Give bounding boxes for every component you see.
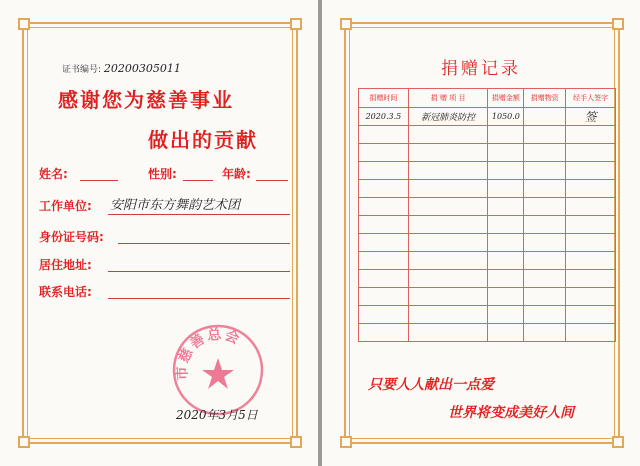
table-row-empty [359, 126, 616, 144]
star-icon [202, 358, 234, 389]
table-cell-empty [524, 216, 566, 234]
table-cell-empty [566, 198, 616, 216]
table-cell-empty [566, 162, 616, 180]
donation-amount: 1050.0 [488, 108, 524, 126]
table-cell-empty [524, 270, 566, 288]
gender-label: 性别: [148, 167, 177, 181]
table-cell-empty [359, 270, 409, 288]
table-cell-empty [566, 288, 616, 306]
table-cell-empty [524, 234, 566, 252]
gender-line [183, 180, 213, 181]
slogan-line2: 世界将变成美好人间 [448, 405, 574, 421]
slogan-line1: 只要人人献出一点爱 [368, 377, 494, 393]
donation-goods [524, 108, 566, 126]
table-cell-empty [359, 126, 409, 144]
table-cell-empty [488, 252, 524, 270]
table-row-empty [359, 180, 616, 198]
record-title: 捐赠记录 [441, 59, 521, 79]
corner-ornament [18, 436, 30, 448]
address-label: 居住地址: [39, 258, 92, 272]
table-cell-empty [566, 252, 616, 270]
table-row-empty [359, 234, 616, 252]
table-cell-empty [488, 270, 524, 288]
table-cell-empty [359, 324, 409, 342]
table-cell-empty [408, 216, 488, 234]
table-cell-empty [408, 252, 488, 270]
table-cell-empty [566, 306, 616, 324]
donation-project: 新冠肺炎防控 [408, 108, 488, 126]
column-header: 捐赠时间 [359, 89, 409, 108]
column-header: 经手人签字 [566, 89, 616, 108]
table-cell-empty [359, 144, 409, 162]
table-row-empty [359, 198, 616, 216]
table-cell-empty [408, 234, 488, 252]
certificate-number-value: 20200305011 [103, 62, 181, 75]
table-cell-empty [359, 198, 409, 216]
table-cell-empty [359, 234, 409, 252]
certificate-number [62, 62, 181, 75]
corner-ornament [612, 436, 624, 448]
donation-record-page [322, 0, 640, 466]
table-cell-empty [488, 144, 524, 162]
corner-ornament [290, 436, 302, 448]
table-cell-empty [524, 126, 566, 144]
table-row-empty [359, 270, 616, 288]
donation-table [358, 88, 616, 342]
table-cell-empty [408, 324, 488, 342]
table-cell-empty [408, 162, 488, 180]
table-cell-empty [566, 234, 616, 252]
table-cell-empty [408, 180, 488, 198]
table-cell-empty [488, 126, 524, 144]
seal-text: 市慈善总会 [174, 326, 244, 381]
table-cell-empty [359, 252, 409, 270]
organization-seal [168, 320, 268, 420]
address-line [108, 271, 290, 272]
id-label: 身份证号码: [39, 230, 104, 244]
phone-label: 联系电话: [39, 285, 92, 299]
phone-line [108, 298, 290, 299]
name-line [80, 180, 118, 181]
table-cell-empty [524, 306, 566, 324]
corner-ornament [18, 18, 30, 30]
table-cell-empty [566, 180, 616, 198]
table-header-row [359, 89, 616, 108]
table-row-empty [359, 288, 616, 306]
table-cell-empty [524, 252, 566, 270]
table-row [359, 108, 616, 126]
issue-date: 2020年3月5日 [176, 408, 258, 422]
table-cell-empty [488, 324, 524, 342]
table-row-empty [359, 306, 616, 324]
table-cell-empty [359, 216, 409, 234]
table-cell-empty [488, 288, 524, 306]
corner-ornament [340, 436, 352, 448]
table-cell-empty [408, 270, 488, 288]
table-cell-empty [408, 126, 488, 144]
name-label: 姓名: [39, 167, 68, 181]
table-cell-empty [359, 162, 409, 180]
column-header: 捐 赠 项 目 [408, 89, 488, 108]
table-row-empty [359, 324, 616, 342]
age-line [256, 180, 288, 181]
workplace-value: 安阳市东方舞韵艺术团 [110, 198, 241, 213]
table-cell-empty [488, 234, 524, 252]
age-label: 年龄: [222, 167, 251, 181]
table-cell-empty [524, 324, 566, 342]
table-cell-empty [566, 126, 616, 144]
table-row-empty [359, 144, 616, 162]
corner-ornament [612, 18, 624, 30]
table-cell-empty [488, 162, 524, 180]
id-line [118, 243, 290, 244]
table-cell-empty [524, 162, 566, 180]
table-cell-empty [566, 270, 616, 288]
column-header: 捐赠物资 [524, 89, 566, 108]
table-cell-empty [359, 288, 409, 306]
certificate-page [0, 0, 318, 466]
table-cell-empty [359, 306, 409, 324]
corner-ornament [340, 18, 352, 30]
table-cell-empty [488, 306, 524, 324]
table-cell-empty [359, 180, 409, 198]
table-cell-empty [488, 198, 524, 216]
table-cell-empty [408, 306, 488, 324]
table-cell-empty [488, 216, 524, 234]
handler-signature: 签 [566, 108, 616, 126]
table-cell-empty [488, 180, 524, 198]
table-cell-empty [408, 144, 488, 162]
table-cell-empty [566, 144, 616, 162]
table-cell-empty [408, 288, 488, 306]
table-cell-empty [524, 144, 566, 162]
donation-date: 2020.3.5 [359, 108, 409, 126]
certificate-title-line2: 做出的贡献 [148, 128, 258, 152]
table-cell-empty [408, 198, 488, 216]
workplace-line [108, 214, 290, 215]
workplace-label: 工作单位: [39, 199, 92, 213]
table-row-empty [359, 252, 616, 270]
table-cell-empty [566, 216, 616, 234]
corner-ornament [290, 18, 302, 30]
table-cell-empty [524, 180, 566, 198]
certificate-title-line1: 感谢您为慈善事业 [58, 88, 234, 112]
table-cell-empty [566, 324, 616, 342]
table-cell-empty [524, 288, 566, 306]
column-header: 捐赠金额 [488, 89, 524, 108]
table-row-empty [359, 216, 616, 234]
table-row-empty [359, 162, 616, 180]
table-cell-empty [524, 198, 566, 216]
certificate-number-label: 证书编号: [62, 65, 102, 75]
